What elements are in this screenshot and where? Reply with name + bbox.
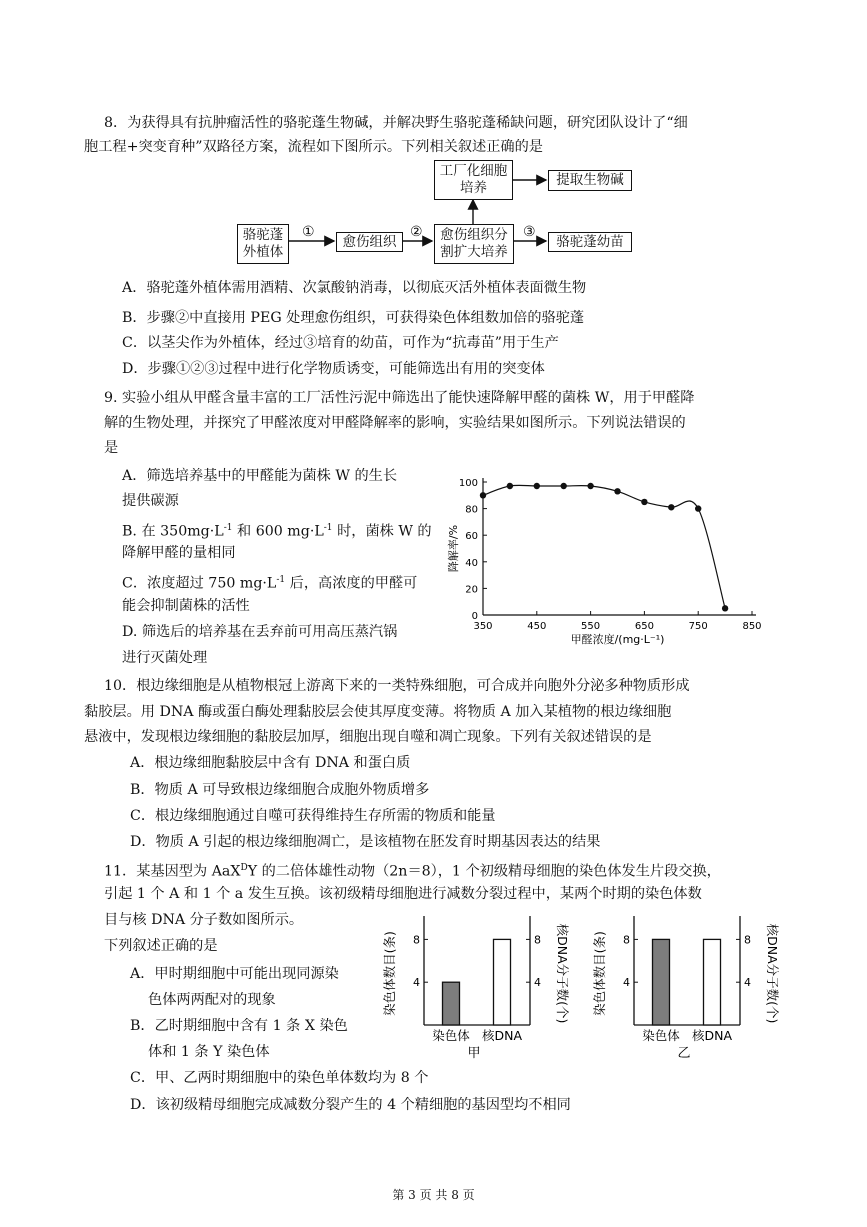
category-label: 核DNA — [691, 1028, 733, 1043]
box-callus-split: 愈伤组织分割扩大培养 — [434, 224, 514, 264]
box-explant: 骆驼蓬外植体 — [237, 224, 289, 264]
q9-stem-line2: 解的生物处理，并探究了甲醛浓度对甲醛降解率的影响，实验结果如图所示。下列说法错误的 — [104, 415, 686, 431]
x-tick-label: 350 — [473, 621, 493, 632]
y-tick-label: 0 — [471, 611, 478, 622]
y-tick-label: 80 — [465, 504, 478, 516]
y-tick-label: 100 — [458, 478, 478, 489]
q9-stem-line1: 9. 实验小组从甲醛含量丰富的工厂活性污泥中筛选出了能快速降解甲醛的菌株 W，用于甲醛降 — [104, 390, 695, 406]
bar-nuclear-dna — [704, 939, 721, 1025]
q10-stem-line2: 黏胶层。用 DNA 酶或蛋白酶处理黏胶层会使其厚度变薄。将物质 A 加入某植物的根边缘细胞 — [84, 704, 672, 720]
data-point — [641, 499, 647, 505]
q9-option-d-line1: D. 筛选后的培养基在丢弃前可用高压蒸汽锅 — [122, 624, 398, 640]
bar-nuclear-dna — [494, 939, 511, 1025]
q9-degradation-line-chart — [445, 468, 765, 648]
step3-label: ③ — [523, 224, 536, 240]
data-point — [695, 505, 701, 511]
q8-option-a: A．骆驼蓬外植体需用酒精、次氯酸钠消毒，以彻底灭活外植体表面微生物 — [122, 280, 587, 296]
page-footer: 第 3 页 共 8 页 — [392, 1188, 475, 1202]
q9-option-a-line1: A．筛选培养基中的甲醛能为菌株 W 的生长 — [122, 468, 398, 484]
right-tick-label: 4 — [744, 976, 751, 990]
q11-stem-line4: 下列叙述正确的是 — [104, 938, 218, 954]
left-tick-label: 8 — [623, 933, 630, 947]
x-tick-label: 450 — [527, 621, 547, 632]
q8-stem-line1: 8．为获得具有抗肿瘤活性的骆驼蓬生物碱，并解决野生骆驼蓬稀缺问题，研究团队设计了“细 — [104, 115, 688, 131]
right-tick-label: 8 — [744, 933, 751, 947]
q11-stem-line1: 11．某基因型为 AaX$^D$Y 的二倍体雄性动物（2n＝8），1 个初级精母细胞的染色体发生片段交换， — [104, 863, 721, 880]
left-axis-label: 染色体数目(条) — [382, 931, 397, 1016]
q11-option-b-line1: B．乙时期细胞中含有 1 条 X 染色 — [130, 1018, 348, 1034]
q8-stem-line2: 胞工程+突变育种”双路径方案，流程如下图所示。下列相关叙述正确的是 — [84, 139, 543, 155]
right-axis-label: 核DNA分子数(个) — [555, 923, 570, 1024]
category-label: 核DNA — [481, 1028, 523, 1043]
data-point — [561, 483, 567, 489]
x-tick-label: 650 — [634, 621, 654, 632]
q11-bar-chart-jia — [380, 908, 576, 1066]
series-line — [483, 485, 725, 608]
q9-stem-line3: 是 — [104, 440, 119, 456]
data-point — [507, 483, 513, 489]
q10-option-c: C．根边缘细胞通过自噬可获得维持生存所需的物质和能量 — [130, 808, 496, 824]
q10-option-a: A．根边缘细胞黏胶层中含有 DNA 和蛋白质 — [130, 755, 411, 771]
left-tick-label: 4 — [413, 976, 420, 990]
box-callus: 愈伤组织 — [336, 232, 403, 252]
q11-bar-chart-yi — [590, 908, 786, 1066]
box-extract-alkaloid: 提取生物碱 — [548, 170, 632, 191]
data-point — [614, 488, 620, 494]
q10-stem-line1: 10．根边缘细胞是从植物根冠上游离下来的一类特殊细胞，可合成并向胞外分泌多种物质形成 — [104, 678, 690, 694]
q10-option-b: B．物质 A 可导致根边缘细胞合成胞外物质增多 — [130, 782, 430, 798]
q9-option-c-line2: 能会抑制菌株的活性 — [122, 598, 250, 614]
step2-label: ② — [410, 224, 423, 240]
left-tick-label: 4 — [623, 976, 630, 990]
data-point — [668, 504, 674, 510]
y-tick-label: 40 — [465, 557, 478, 569]
q11-option-b-line2: 体和 1 条 Y 染色体 — [148, 1044, 270, 1060]
chart-title: 甲 — [467, 1046, 481, 1061]
q9-option-b-line2: 降解甲醛的量相同 — [122, 545, 236, 561]
data-point — [534, 483, 540, 489]
chart-title: 乙 — [677, 1046, 691, 1061]
q10-stem-line3: 悬液中，发现根边缘细胞的黏胶层加厚，细胞出现自噬和凋亡现象。下列有关叙述错误的是 — [84, 729, 652, 745]
q11-option-a-line2: 色体两两配对的现象 — [148, 992, 276, 1008]
q11-option-d: D．该初级精母细胞完成减数分裂产生的 4 个精细胞的基因型均不相同 — [130, 1097, 571, 1113]
data-point — [587, 483, 593, 489]
q8-option-d: D．步骤①②③过程中进行化学物质诱变，可能筛选出有用的突变体 — [122, 361, 545, 377]
y-tick-label: 20 — [465, 584, 478, 596]
q9-option-d-line2: 进行灭菌处理 — [122, 650, 208, 666]
step1-label: ① — [302, 224, 315, 240]
box-factory-culture: 工厂化细胞培养 — [434, 160, 513, 200]
x-axis-label: 甲醛浓度/(mg·L⁻¹) — [570, 633, 665, 646]
q11-stem-line3: 目与核 DNA 分子数如图所示。 — [104, 912, 304, 928]
data-point — [722, 605, 728, 611]
bar-chromosome — [653, 939, 670, 1025]
category-label: 染色体 — [432, 1028, 470, 1043]
data-point — [480, 492, 486, 498]
q8-option-b: B．步骤②中直接用 PEG 处理愈伤组织，可获得染色体组数加倍的骆驼蓬 — [122, 310, 585, 326]
q8-option-c: C．以茎尖作为外植体，经过③培育的幼苗，可作为“抗毒苗”用于生产 — [122, 335, 559, 351]
q9-option-a-line2: 提供碳源 — [122, 493, 179, 509]
box-seedling: 骆驼蓬幼苗 — [548, 232, 632, 252]
right-axis-label: 核DNA分子数(个) — [765, 923, 780, 1024]
y-tick-label: 60 — [465, 531, 478, 543]
right-tick-label: 8 — [534, 933, 541, 947]
x-tick-label: 850 — [742, 621, 762, 632]
q11-option-c: C．甲、乙两时期细胞中的染色单体数均为 8 个 — [130, 1070, 429, 1086]
q11-stem-line2: 引起 1 个 A 和 1 个 a 发生互换。该初级精母细胞进行减数分裂过程中，某两个时期的染色体数 — [104, 886, 702, 902]
bar-chromosome — [443, 982, 460, 1025]
left-axis-label: 染色体数目(条) — [592, 931, 607, 1016]
q9-option-b-line1: B. 在 $350mg\cdot L^{-1}$ 和 600 $mg\cdot L^{-1}$ 时，菌株 W 的 — [122, 523, 432, 540]
right-tick-label: 4 — [534, 976, 541, 990]
left-tick-label: 8 — [413, 933, 420, 947]
category-label: 染色体 — [642, 1028, 680, 1043]
x-tick-label: 550 — [581, 621, 601, 632]
q10-option-d: D．物质 A 引起的根边缘细胞凋亡，是该植物在胚发育时期基因表达的结果 — [130, 834, 601, 850]
q11-option-a-line1: A．甲时期细胞中可能出现同源染 — [130, 966, 339, 982]
y-axis-label: 降解率/% — [447, 524, 460, 573]
q9-option-c-line1: C．浓度超过 750 $mg\cdot L^{-1}$ 后，高浓度的甲醛可 — [122, 575, 418, 592]
x-tick-label: 750 — [688, 621, 708, 632]
